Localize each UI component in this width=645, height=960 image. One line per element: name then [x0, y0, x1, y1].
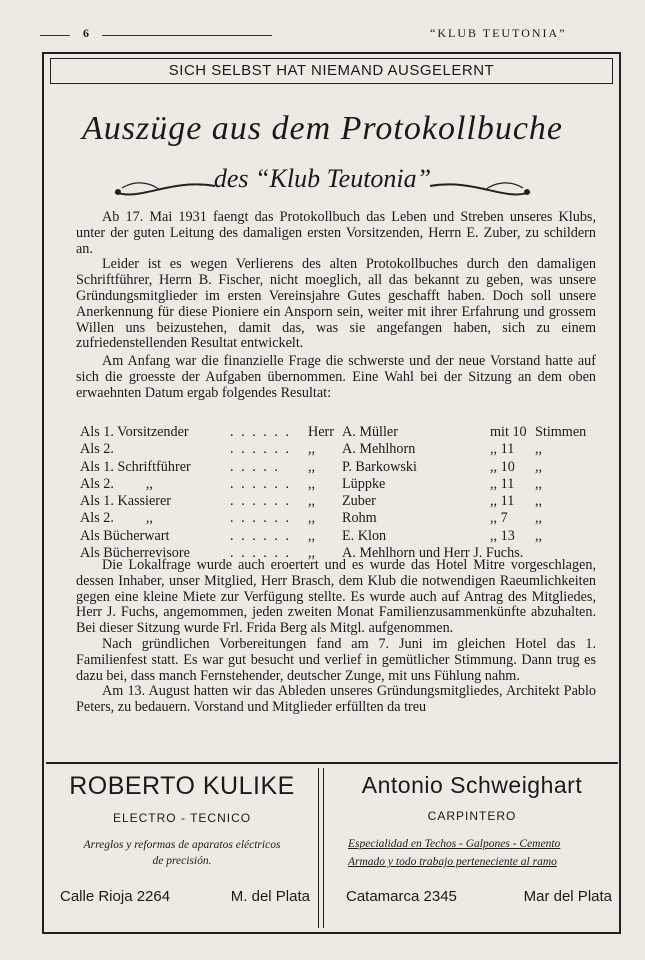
article-title: Auszüge aus dem Protokollbuche — [81, 110, 564, 147]
article-body-bottom — [76, 558, 596, 716]
result-dots: . . . . . . — [230, 424, 292, 440]
publication-title: “KLUB TEUTONIA” — [430, 26, 567, 40]
ad-roberto-kulike — [46, 770, 318, 930]
ad-name: Antonio Schweighart — [361, 772, 583, 798]
result-votes: ,, 11 — [490, 441, 515, 458]
result-row — [80, 493, 600, 510]
result-votes: ,, 11 — [490, 475, 515, 492]
result-role: Als Bücherrevisore — [80, 545, 190, 562]
result-herr: ,, — [308, 493, 316, 510]
result-herr: ,, — [308, 527, 316, 544]
result-suffix: ,, — [535, 441, 543, 458]
result-votes: ,, 11 — [490, 493, 515, 510]
result-role: Als 1. Vorsitzender — [80, 424, 189, 440]
result-dots: . . . . . . — [230, 441, 292, 458]
ads-top-rule — [46, 762, 618, 764]
result-dots: . . . . . — [230, 458, 280, 475]
result-row — [80, 510, 600, 527]
result-dots: . . . . . . — [230, 545, 292, 562]
ad-description-line: de precisión. — [152, 855, 212, 867]
result-name: Zuber — [342, 493, 376, 510]
result-suffix: ,, — [535, 458, 543, 475]
motto-banner: SICH SELBST HAT NIEMAND AUSGELERNT — [50, 58, 613, 84]
result-herr: ,, — [308, 510, 316, 527]
election-results — [80, 424, 600, 562]
result-role: Als 1. Schriftführer — [80, 458, 191, 475]
result-suffix: ,, — [535, 475, 543, 492]
result-herr: ,, — [308, 475, 316, 492]
result-votes: ,, 7 — [490, 510, 508, 527]
result-row — [80, 528, 600, 545]
ad-description-line: Arreglos y reformas de aparatos eléctricos — [83, 839, 281, 851]
ad-street: Calle Rioja 2264 — [60, 888, 171, 905]
result-suffix: ,, — [535, 510, 543, 527]
result-row — [80, 459, 600, 476]
result-name: Lüppke — [342, 475, 386, 492]
ads-divider — [318, 768, 324, 928]
paragraph: Leider ist es wegen Verlierens des alten Protokollbuches durch den damaligen Schriftführer, Herrn B. Fischer, nicht moeglich, all das bekannt zu geben, was unsere Gründungsmitglieder im ersten Vereinsjahre Gutes geschafft haben. Doch soll unsere Anerkennung für diese Pioniere ein Ansporn sein, weiter mit ihrer Erfahrung und grossem Willen uns beizustehen, damit das, was sie angefangen haben, sich zu einem zufriedenstellenden Resultat entwickelt. — [76, 256, 596, 352]
result-name: A. Mehlhorn und Herr J. Fuchs. — [342, 545, 524, 562]
result-row — [80, 424, 600, 441]
result-votes: mit 10 — [490, 424, 527, 440]
paragraph: Am 13. August hatten wir das Ableden unseres Gründungsmitgliedes, Architekt Pablo Peters, zu bedauern. Vorstand und Mitglieder erfüllten da treu — [76, 683, 596, 716]
result-name: A. Müller — [342, 424, 398, 440]
ad-trade: ELECTRO - TECNICO — [112, 811, 252, 825]
header-rule-left — [40, 35, 70, 36]
page-number: 6 — [83, 26, 89, 40]
paragraph: Am Anfang war die finanzielle Frage die schwerste und der neue Vorstand hatte auf sich die groesste der Aufgaben übernommen. Eine Wahl bei der Sitzung an dem oben erwaehnten Datum ergab folgendes Resultat: — [76, 353, 596, 401]
result-herr: Herr — [308, 424, 334, 440]
result-name: P. Barkowski — [342, 458, 417, 475]
result-role: Als Bücherwart — [80, 527, 170, 544]
ad-street: Catamarca 2345 — [346, 888, 457, 905]
ad-description-line: Armado y todo trabajo perteneciente al ramo — [348, 856, 557, 868]
result-suffix: ,, — [535, 493, 543, 510]
result-name: Rohm — [342, 510, 377, 527]
ad-trade: CARPINTERO — [427, 809, 517, 823]
result-role: Als 2. ,, — [80, 475, 153, 492]
result-name: A. Mehlhorn — [342, 441, 416, 458]
result-role: Als 1. Kassierer — [80, 493, 172, 510]
result-herr: ,, — [308, 441, 316, 458]
result-dots: . . . . . . — [230, 493, 292, 510]
paragraph: Nach gründlichen Vorbereitungen fand am 7. Juni im gleichen Hotel das 1. Familienfest statt. Es war gut besucht und verlief in gemütlicher Stimmung. Dann trug es dazu bei, dass manch Fernstehender, deutscher Zunge, mit uns Fühlung nahm. — [76, 635, 596, 684]
result-suffix: ,, — [535, 527, 543, 544]
flourish-right-icon — [425, 172, 535, 202]
ad-name: ROBERTO KULIKE — [69, 772, 295, 800]
ad-city: Mar del Plata — [523, 888, 612, 905]
header-rule-middle — [102, 35, 272, 36]
ad-description-line: Especialidad en Techos - Galpones - Cemento — [348, 838, 561, 850]
article-body-top — [76, 210, 596, 402]
result-votes: ,, 10 — [490, 458, 515, 475]
result-row — [80, 441, 600, 458]
ad-antonio-schweighart — [326, 770, 618, 930]
result-votes: ,, 13 — [490, 527, 515, 544]
result-herr: ,, — [308, 545, 316, 562]
article-subtitle: des “Klub Teutonia” — [213, 164, 432, 193]
result-suffix: Stimmen — [535, 424, 587, 440]
result-role: Als 2. — [80, 441, 114, 458]
paragraph: Die Lokalfrage wurde auch eroertert und es wurde das Hotel Mitre vorgeschlagen, dessen Inhaber, unser Mitglied, Herr Brasch, dem Klub die notwendigen Raeumlichkeiten gegen eine kleine Miete zur Verfügung stellte. Es wurde auch auf Antrag des Mitgliedes, Herr J. Fuchs, angemommen, jeden zweiten Monat Familienzusammenkünfte abzuhalten. Bei dieser Sitzung wurde Frl. Frida Berg als Mitgl. aufgenommen. — [76, 557, 596, 637]
result-dots: . . . . . . — [230, 510, 292, 527]
result-row — [80, 476, 600, 493]
result-dots: . . . . . . — [230, 527, 292, 544]
result-herr: ,, — [308, 458, 316, 475]
result-role: Als 2. ,, — [80, 510, 153, 527]
ad-description — [326, 835, 618, 871]
result-name: E. Klon — [342, 527, 387, 544]
result-dots: . . . . . . — [230, 475, 292, 492]
ad-city: M. del Plata — [230, 888, 310, 905]
page-header — [40, 26, 623, 46]
ad-description — [46, 837, 318, 869]
paragraph: Ab 17. Mai 1931 faengt das Protokollbuch das Leben und Streben unseres Klubs, unter der guten Leitung des damaligen ersten Vorsitzenden, Herrn E. Zuber, zu schildern an. — [76, 209, 596, 257]
